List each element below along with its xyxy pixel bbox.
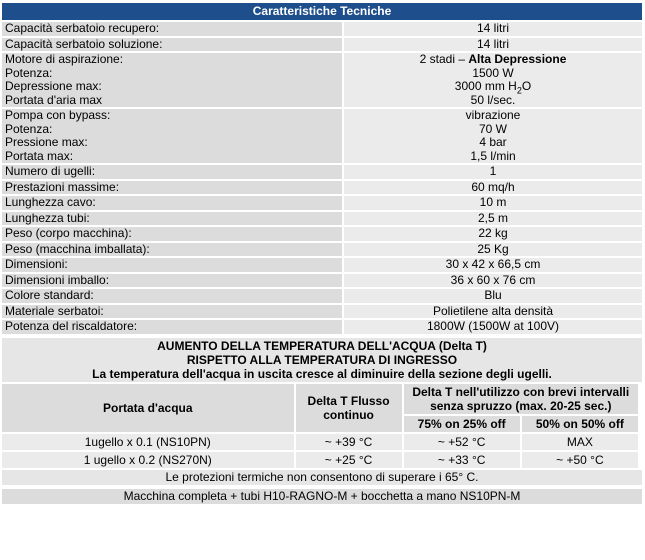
header-brevi: Delta T nell'utilizzo con brevi intervalli senza spruzzo (max. 20-25 sec.) (404, 384, 638, 414)
spec-value (342, 243, 642, 257)
spec-value-line: 1,5 l/min (470, 148, 516, 163)
spec-value-line: 1800W (1500W at 100V) (426, 319, 560, 333)
package-footer: Macchina completa + tubi H10-RAGNO-M + bocchetta a mano NS10PN-M (2, 489, 642, 504)
spec-row (2, 289, 642, 303)
spec-row (2, 243, 642, 257)
spec-value-line: 60 mq/h (471, 179, 515, 194)
spec-label (2, 53, 342, 107)
spec-label-line: Numero di ugelli: (5, 164, 96, 178)
spec-value-line: 2 stadi – Alta Depressione (419, 52, 567, 66)
spec-value-line: Polietilene alta densità (432, 303, 554, 318)
spec-value (342, 305, 642, 319)
spec-value (342, 320, 642, 334)
spec-value (342, 258, 642, 272)
spec-value-line: 10 m (479, 195, 507, 209)
spec-value-line: Blu (484, 288, 502, 302)
spec-label (2, 258, 342, 272)
spec-label-line: Capacità serbatoio soluzione: (5, 36, 163, 51)
spec-label-line: Depressione max: (5, 79, 102, 93)
spec-row (2, 274, 642, 288)
spec-label (2, 181, 342, 195)
spec-value (342, 227, 642, 241)
spec-label (2, 305, 342, 319)
section-line-1: AUMENTO DELLA TEMPERATURA DELL'ACQUA (Delta T) (157, 338, 487, 353)
temperature-table (0, 382, 640, 470)
spec-label (2, 243, 342, 257)
spec-label-line: Pressione max: (5, 135, 88, 149)
row2-50: ~ +50 °C (522, 452, 638, 468)
spec-label-line: Portata max: (5, 148, 74, 163)
section-line-2: RISPETTO ALLA TEMPERATURA DI INGRESSO (186, 352, 458, 367)
spec-value (342, 53, 642, 107)
spec-table (2, 20, 642, 336)
spec-value-line: 30 x 42 x 66,5 cm (445, 257, 541, 271)
spec-value (342, 38, 642, 52)
spec-label-line: Dimensioni: (5, 257, 68, 271)
header-75: 75% on 25% off (404, 416, 520, 432)
spec-row (2, 196, 642, 210)
spec-label-line: Dimensioni imballo: (5, 272, 110, 287)
spec-label (2, 38, 342, 52)
spec-label-line: Peso (macchina imballata): (5, 241, 150, 256)
sheet-title: Caratteristiche Tecniche (2, 3, 642, 20)
spec-label (2, 320, 342, 334)
temperature-section-header (2, 338, 642, 382)
spec-label (2, 289, 342, 303)
spec-row (2, 305, 642, 319)
spec-value (342, 289, 642, 303)
row1-portata: 1ugello x 0.1 (NS10PN) (2, 434, 294, 450)
spec-value-line: 14 litri (476, 21, 509, 35)
spec-value-line: 1 (489, 164, 497, 178)
spec-value-line: 22 kg (478, 226, 508, 240)
spec-label (2, 196, 342, 210)
spec-value-line: 50 l/sec. (470, 92, 516, 107)
thermal-protection-note: Le protezioni termiche non consentono di superare i 65° C. (2, 470, 642, 485)
spec-label (2, 212, 342, 226)
spec-value-line: 2,5 m (477, 210, 508, 225)
spec-value-line: 14 litri (476, 36, 509, 51)
spec-label-line: Prestazioni massime: (5, 179, 120, 194)
header-portata: Portata d'acqua (2, 384, 294, 432)
spec-row (2, 320, 642, 334)
row2-continuo: ~ +25 °C (296, 452, 402, 468)
spec-label-line: Colore standard: (5, 288, 94, 302)
spec-value-line: 4 bar (479, 135, 507, 149)
spec-value (342, 196, 642, 210)
spec-label-line: Peso (corpo macchina): (5, 226, 132, 240)
spec-label-line: Lunghezza tubi: (5, 210, 90, 225)
spec-row (2, 212, 642, 226)
header-50: 50% on 50% off (522, 416, 638, 432)
row1-50: MAX (522, 434, 638, 450)
row2-75: ~ +33 °C (404, 452, 520, 468)
spec-label-line: Portata d'aria max (5, 92, 103, 107)
spec-value-line: vibrazione (465, 108, 521, 122)
spec-label-line: Potenza: (5, 65, 53, 80)
spec-value-line: 25 Kg (477, 241, 509, 256)
spec-value-line: 36 x 60 x 76 cm (450, 272, 536, 287)
spec-row (2, 38, 642, 52)
spec-value (342, 165, 642, 179)
spec-label (2, 227, 342, 241)
spec-label (2, 165, 342, 179)
temp-row (2, 434, 638, 450)
spec-label-line: Potenza del riscaldatore: (5, 319, 138, 333)
spec-label (2, 22, 342, 36)
spec-label-line: Capacità serbatoio recupero: (5, 21, 160, 35)
spec-value-line: 3000 mm $H_2O$ (454, 79, 532, 96)
section-line-3: La temperatura dell'acqua in uscita cresce al diminuire della sezione degli ugelli. (92, 366, 552, 381)
spec-row (2, 109, 642, 163)
spec-value-line: 1500 W (472, 65, 514, 80)
spec-label-line: Potenza: (5, 121, 53, 136)
spec-value (342, 22, 642, 36)
row1-75: ~ +52 °C (404, 434, 520, 450)
spec-label (2, 274, 342, 288)
spec-sheet (2, 3, 642, 504)
spec-row (2, 181, 642, 195)
spec-row (2, 53, 642, 107)
temp-row (2, 452, 638, 468)
spec-row (2, 258, 642, 272)
spec-label-line: Materiale serbatoi: (5, 303, 104, 318)
spec-value-line: 70 W (478, 121, 507, 136)
spec-row (2, 22, 642, 36)
spec-label (2, 109, 342, 163)
spec-row (2, 165, 642, 179)
header-continuo: Delta T Flusso continuo (296, 384, 402, 432)
spec-label-line: Motore di aspirazione: (5, 52, 124, 66)
spec-value (342, 181, 642, 195)
spec-value (342, 274, 642, 288)
spec-label-line: Pompa con bypass: (5, 108, 111, 122)
spec-row (2, 227, 642, 241)
row2-portata: 1 ugello x 0.2 (NS270N) (2, 452, 294, 468)
spec-value (342, 212, 642, 226)
spec-value (342, 109, 642, 163)
row1-continuo: ~ +39 °C (296, 434, 402, 450)
spec-label-line: Lunghezza cavo: (5, 195, 96, 209)
